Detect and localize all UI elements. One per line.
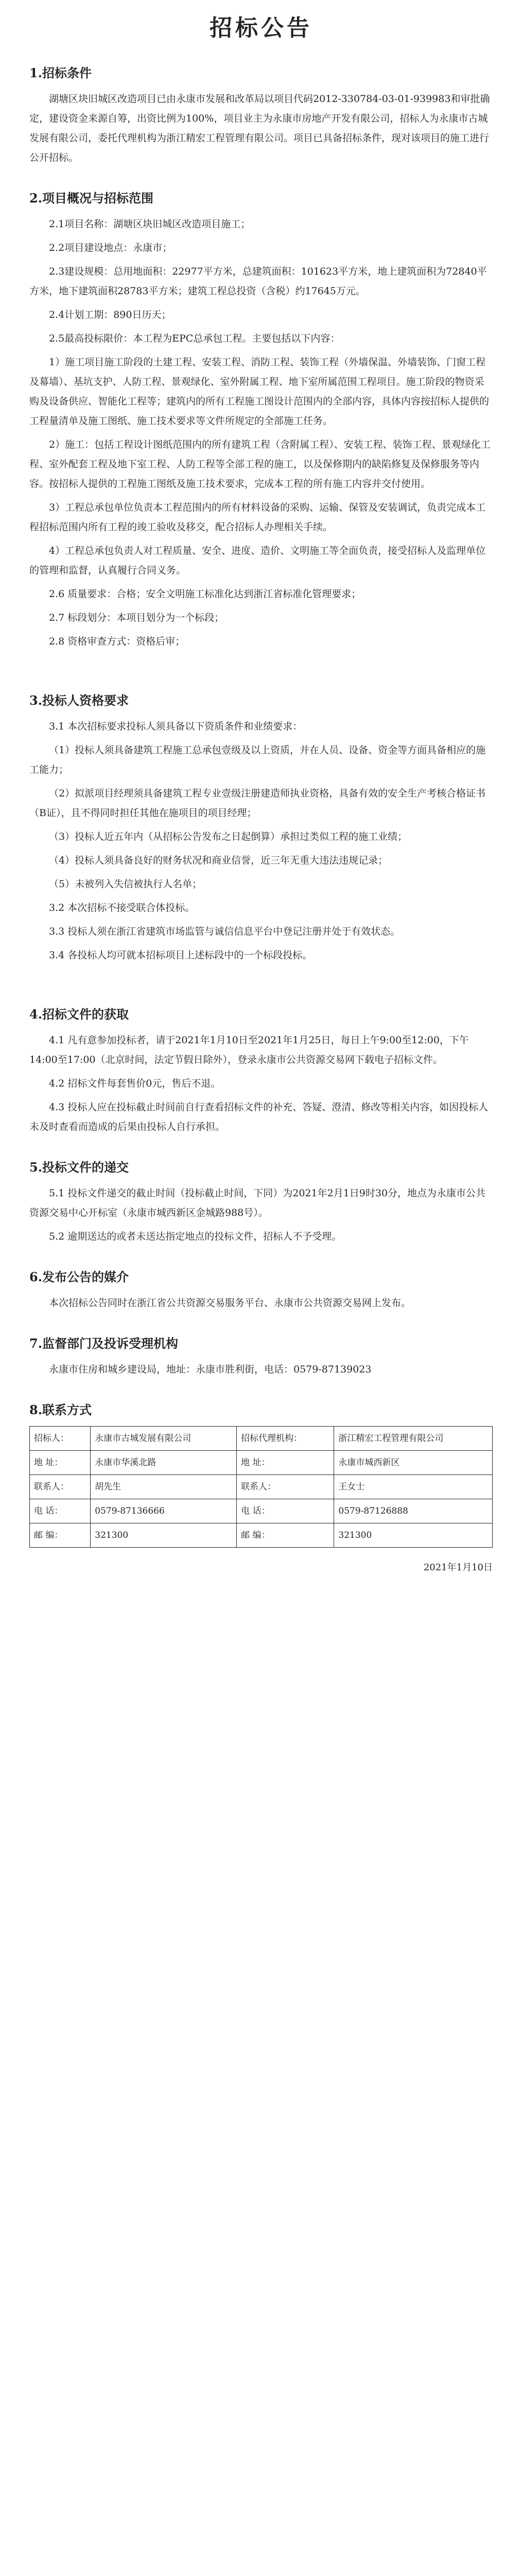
table-row <box>30 1427 493 1451</box>
table-cell: 联系人： <box>237 1475 334 1499</box>
section-3-item: （5）未被列入失信被执行人名单； <box>49 878 202 890</box>
table-cell: 321300 <box>334 1523 493 1548</box>
section-3 <box>29 690 493 965</box>
table-cell: 0579-87126888 <box>334 1499 493 1523</box>
section-3-heading: 3.投标人资格要求 <box>29 693 129 708</box>
section-2-item: 2.5最高投标限价：本工程为EPC总承包工程。主要包括以下内容： <box>49 333 340 344</box>
table-cell: 地 址： <box>237 1451 334 1475</box>
section-7-heading: 7.监督部门及投诉受理机构 <box>29 1336 179 1351</box>
section-1-heading: 1.招标条件 <box>29 65 92 80</box>
table-cell: 321300 <box>91 1523 237 1548</box>
section-2 <box>29 188 493 651</box>
section-3-item: （1）投标人须具备建筑工程施工总承包壹级及以上资质，并在人员、设备、资金等方面具备相应的施工能力； <box>29 744 486 775</box>
section-6-text: 本次招标公告同时在浙江省公共资源交易服务平台、永康市公共资源交易网上发布。 <box>49 1297 411 1309</box>
section-2-item: 2.3建设规模：总用地面积：22977平方米，总建筑面积：101623平方米，地上建筑面积为72840平方米，地下建筑面积28783平方米；建筑工程总投资（含税）约17645万元。 <box>29 266 487 297</box>
section-3-item: 3.2 本次招标不接受联合体投标。 <box>49 902 195 913</box>
section-1 <box>29 63 493 167</box>
section-2-item: 2.1项目名称：湖塘区块旧城区改造项目施工； <box>49 218 251 230</box>
section-2-item: 4）工程总承包负责人对工程质量、安全、进度、造价、文明施工等全面负责，接受招标人及监理单位的管理和监督，认真履行合同义务。 <box>29 545 486 576</box>
section-3-item: 3.3 投标人须在浙江省建筑市场监管与诚信信息平台中登记注册并处于有效状态。 <box>49 926 401 937</box>
table-cell: 招标人： <box>30 1427 91 1451</box>
section-2-item: 2.8 资格审查方式：资格后审； <box>49 636 185 647</box>
section-5-item: 5.2 逾期送达的或者未送达指定地点的投标文件，招标人不予受理。 <box>49 1231 342 1242</box>
section-1-text: 湖塘区块旧城区改造项目已由永康市发展和改革局以项目代码2012-330784-03-01-939983和审批确定，建设资金来源自筹，出资比例为100%，项目业主为永康市房地产开发有限公司，招标人为永康市古城发展有限公司，委托代理机构为浙江精宏工程管理有限公司。项目已具备招标条件，现对该项目的施工进行公开招标。 <box>29 93 490 163</box>
spacer <box>29 969 493 984</box>
section-4-item: 4.2 招标文件每套售价0元，售后不退。 <box>49 1078 221 1089</box>
section-3-item: 3.1 本次招标要求投标人须具备以下资质条件和业绩要求： <box>49 721 303 732</box>
issue-date: 2021年1月10日 <box>423 1562 493 1573</box>
table-cell: 邮 编： <box>237 1523 334 1548</box>
table-cell: 永康市古城发展有限公司 <box>91 1427 237 1451</box>
section-6 <box>29 1267 493 1313</box>
section-5 <box>29 1157 493 1246</box>
table-row <box>30 1475 493 1499</box>
page-title: 招标公告 <box>210 15 312 41</box>
section-2-item: 2.6 质量要求：合格；安全文明施工标准化达到浙江省标准化管理要求； <box>49 588 361 600</box>
section-3-item: （2）拟派项目经理须具备建筑工程专业壹级注册建造师执业资格，具备有效的安全生产考核合格证书（B证），且不得同时担任其他在施项目的项目经理； <box>29 788 486 819</box>
table-cell: 永康市城西新区 <box>334 1451 493 1475</box>
table-cell: 地 址： <box>30 1451 91 1475</box>
section-5-item: 5.1 投标文件递交的截止时间（投标截止时间，下同）为2021年2月1日9时30分，地点为永康市公共资源交易中心开标室（永康市城西新区金城路988号）。 <box>29 1188 486 1218</box>
section-7-text: 永康市住房和城乡建设局，地址：永康市胜利街，电话：0579-87139023 <box>49 1364 372 1375</box>
spacer <box>29 655 493 670</box>
table-cell: 联系人： <box>30 1475 91 1499</box>
section-3-item: （3）投标人近五年内（从招标公告发布之日起倒算）承担过类似工程的施工业绩； <box>49 831 408 842</box>
table-cell: 胡先生 <box>91 1475 237 1499</box>
section-2-item: 2.2项目建设地点：永康市； <box>49 242 172 253</box>
section-2-item: 2.7 标段划分：本项目划分为一个标段； <box>49 612 224 623</box>
table-cell: 招标代理机构： <box>237 1427 334 1451</box>
section-4-item: 4.3 投标人应在投标截止时间前自行查看招标文件的补充、答疑、澄清、修改等相关内容，如因投标人未及时查看而造成的后果由投标人自行承担。 <box>29 1101 489 1132</box>
section-2-item: 1）施工项目施工阶段的土建工程、安装工程、消防工程、装饰工程（外墙保温、外墙装饰、门窗工程及幕墙）、基坑支护、人防工程、景观绿化、室外附属工程、地下室所属范围工程项目。施工阶段的物资采购及设备供应、智能化工程等；建筑内的所有工程施工图设计范围内的全部内容，具体内容按招标人提供的工程量清单及施工图纸、施工技术要求等文件所规定的全部施工任务。 <box>29 357 490 427</box>
section-2-item: 3）工程总承包单位负责本工程范围内的所有材料设备的采购、运输、保管及安装调试，负责完成本工程招标范围内所有工程的竣工验收及移交，配合招标人办理相关手续。 <box>29 502 486 533</box>
contact-table <box>29 1426 493 1548</box>
table-cell: 永康市华溪北路 <box>91 1451 237 1475</box>
section-6-heading: 6.发布公告的媒介 <box>29 1269 129 1284</box>
section-4 <box>29 1004 493 1137</box>
table-cell: 电 话： <box>30 1499 91 1523</box>
section-2-heading: 2.项目概况与招标范围 <box>29 191 154 206</box>
section-2-item: 2）施工：包括工程设计图纸范围内的所有建筑工程（含附属工程）、安装工程、装饰工程、景观绿化工程、室外配套工程及地下室工程、人防工程等全部工程的施工，以及保修期内的缺陷修复及保修服务等内容。按招标人提供的工程施工图纸及施工技术要求，完成本工程的所有施工内容并交付使用。 <box>29 439 491 489</box>
section-7 <box>29 1333 493 1379</box>
table-cell: 邮 编： <box>30 1523 91 1548</box>
section-8 <box>29 1400 493 1573</box>
table-row <box>30 1451 493 1475</box>
section-4-heading: 4.招标文件的获取 <box>29 1007 129 1022</box>
table-cell: 电 话： <box>237 1499 334 1523</box>
section-5-heading: 5.投标文件的递交 <box>29 1160 129 1175</box>
section-2-item: 2.4计划工期：890日历天； <box>49 309 171 320</box>
table-row <box>30 1523 493 1548</box>
table-cell: 0579-87136666 <box>91 1499 237 1523</box>
section-3-item: 3.4 各投标人均可就本招标项目上述标段中的一个标段投标。 <box>49 950 312 961</box>
table-cell: 浙江精宏工程管理有限公司 <box>334 1427 493 1451</box>
section-8-heading: 8.联系方式 <box>29 1402 92 1417</box>
document-page <box>29 0 493 1573</box>
table-row <box>30 1499 493 1523</box>
table-cell: 王女士 <box>334 1475 493 1499</box>
section-3-item: （4）投标人须具备良好的财务状况和商业信誉，近三年无重大违法违规记录； <box>49 855 388 866</box>
section-4-item: 4.1 凡有意参加投标者，请于2021年1月10日至2021年1月25日，每日上午9:00至12:00，下午14:00至17:00（北京时间，法定节假日除外），登录永康市公共资源交易网下载电子招标文件。 <box>29 1035 469 1065</box>
